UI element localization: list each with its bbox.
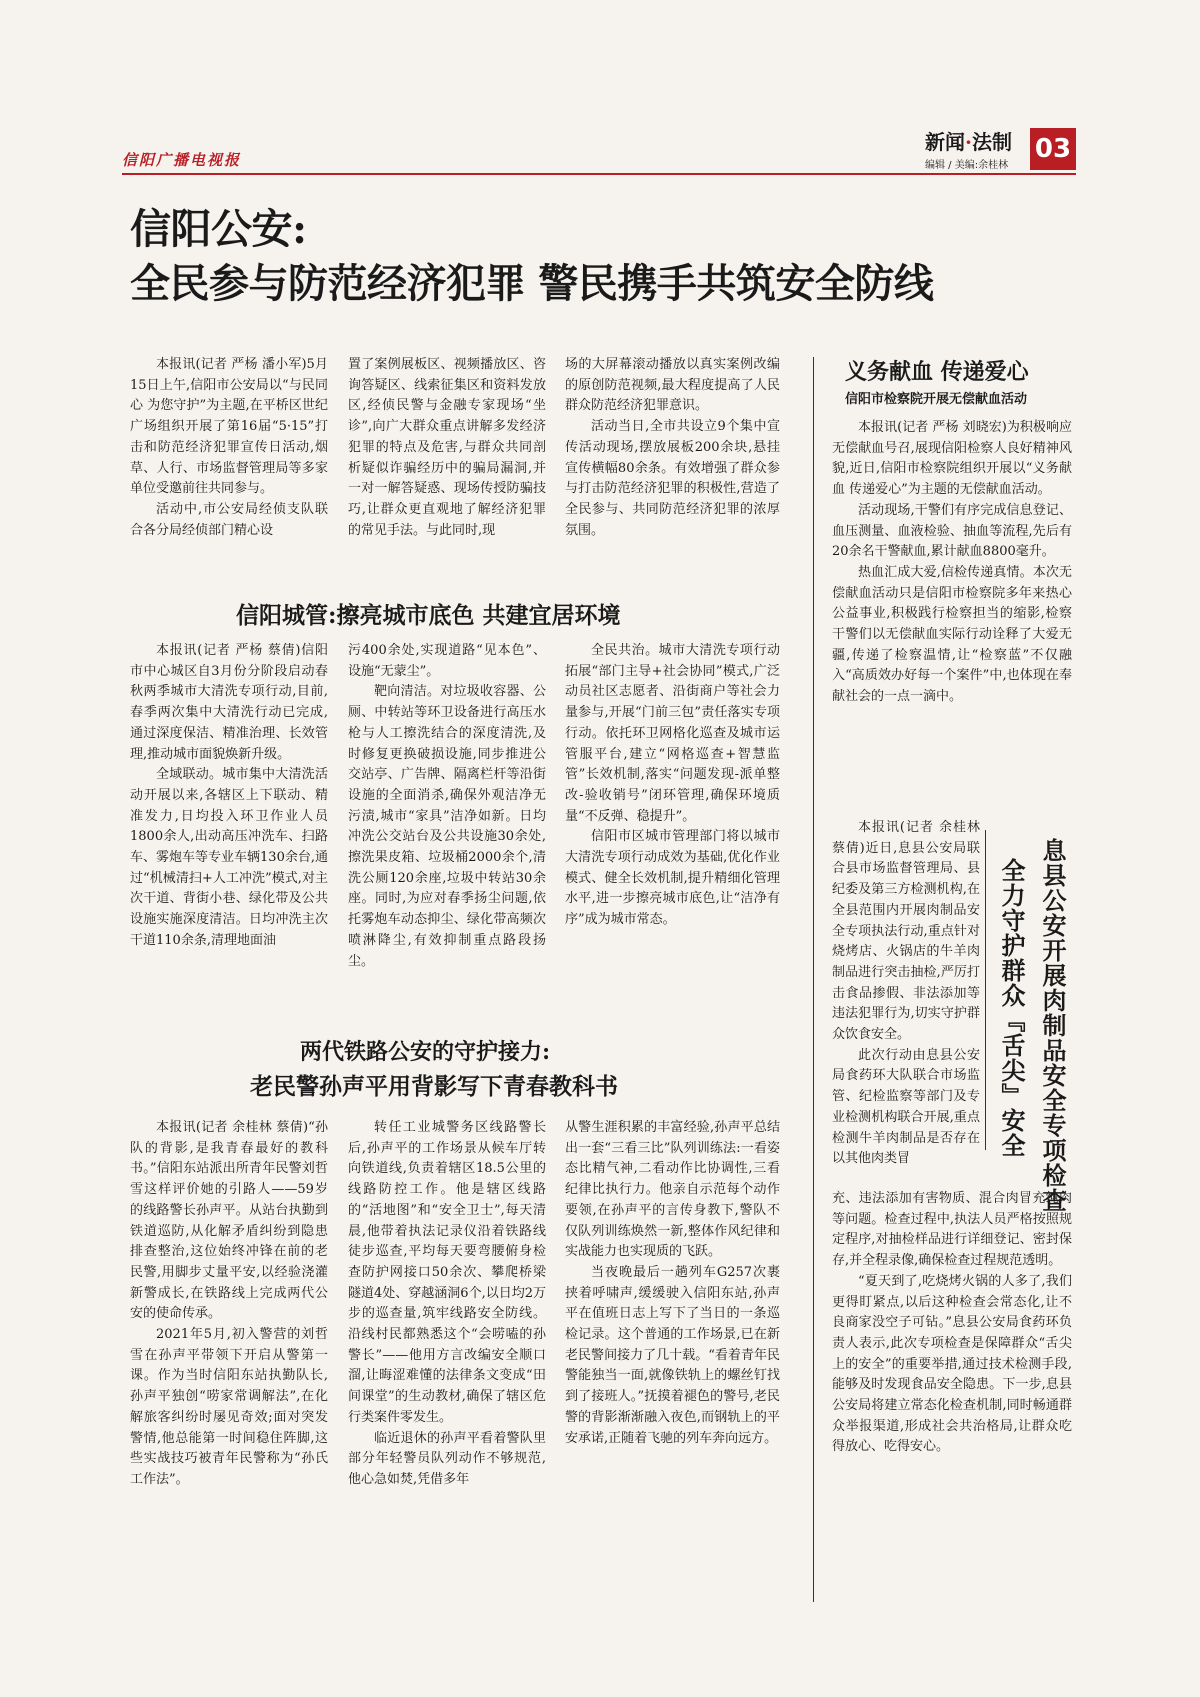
food-story-col-narrow xyxy=(832,818,980,1187)
lead-para: 活动中,市公安局经侦支队联合各分局经侦部门精心设 xyxy=(130,501,328,538)
lead-para: 场的大屏幕滚动播放以真实案例改编的原创防范视频,最大程度提高了人民群众防范经济犯罪意识。 xyxy=(565,357,780,414)
food-headline-vertical: 息县公安开展肉制品安全专项检查 xyxy=(1038,838,1067,1213)
urban-para: 全民共治。城市大清洗专项行动拓展“部门主导+社会协同”模式,广泛动员社区志愿者、沿街商户等社会力量参与,开展“门前三包”责任落实专项行动。依托环卫网格化巡查及城市运管服平台,建立“网格巡查+智慧监管”长效机制,落实“问题发现-派单整改-验收销号”闭环管理,确保环境质量“不反弹、稳提升”。 xyxy=(565,643,780,824)
food-para: 此次行动由息县公安局食药环大队联合市场监管、纪检监察等部门及专业检测机构联合开展,重点检测牛羊肉制品是否存在以其他肉类冒 xyxy=(832,1047,980,1167)
section-sub: 法制 xyxy=(971,130,1012,154)
section-main: 新闻 xyxy=(925,130,965,154)
railway-para: 2021年5月,初入警营的刘哲雪在孙声平带领下开启从警第一课。作为当时信阳东站执勤队长,孙声平独创“唠家常调解法”,在化解旅客纠纷时屡见奇效;面对突发警情,他总能第一时间稳住阵脚,这些实战技巧被青年民警称为“孙氏工作法”。 xyxy=(130,1327,328,1487)
railway-para: 本报讯(记者 余桂林 蔡倩)“孙队的背影,是我青春最好的教科书。”信阳东站派出所青年民警刘哲雪这样评价她的引路人——59岁的线路警长孙声平。从站台执勤到铁道巡防,从化解矛盾纠纷到隐患排查整治,这位始终冲锋在前的老民警,用脚步丈量平安,以经验浇灌新警成长,在铁路线上完成两代公安的使命传承。 xyxy=(130,1120,328,1322)
urban-story-col3 xyxy=(565,641,780,1001)
lead-story-col1 xyxy=(130,355,328,573)
railway-headline-line2: 老民警孙声平用背影写下青春教科书 xyxy=(250,1073,618,1100)
blood-story-body xyxy=(832,418,1072,783)
railway-para: 转任工业城警务区线路警长后,孙声平的工作场景从候车厅转向铁道线,负责着辖区18.5公里的线路防控工作。他是辖区线路的“活地图”和“安全卫士”,每天清晨,他带着执法记录仪沿着铁路线徒步巡查,平均每天要弯腰俯身检查防护网接口50余次、攀爬桥梁隧道4处、穿越涵洞6个,以日均2万步的巡查量,筑牢线路安全防线。沿线村民都熟悉这个“会唠嗑的孙警长”——他用方言改编安全顺口溜,让晦涩难懂的法律条文变成“田间课堂”的生动教材,确保了辖区危行类案件零发生。 xyxy=(348,1120,546,1425)
food-story-col-wide xyxy=(832,1189,1072,1589)
page-number-badge: 03 xyxy=(1030,128,1076,170)
food-para: “夏天到了,吃烧烤火锅的人多了,我们更得盯紧点,以后这种检查会常态化,让不良商家没空子可钻。”息县公安局食药环负责人表示,此次专项检查是保障群众“舌尖上的安全”的重要举措,通过技术检测手段,能够及时发现食品安全隐患。下一步,息县公安局将建立常态化检查机制,同时畅通群众举报渠道,形成社会共治格局,让群众吃得放心、吃得安心。 xyxy=(832,1273,1072,1455)
masthead-rule xyxy=(122,173,1076,175)
lead-story-col3 xyxy=(565,355,780,573)
railway-para: 当夜晚最后一趟列车G257次裹挟着呼啸声,缓缓驶入信阳东站,孙声平在值班日志上写下了当日的一条巡检记录。这个普通的工作场景,已在新老民警间接力了几十载。“看着青年民警能独当一面,就像铁轨上的螺丝钉找到了接班人。”抚摸着褪色的警号,老民警的背影渐渐融入夜色,而钢轨上的平安承诺,正随着飞驰的列车奔向远方。 xyxy=(565,1264,780,1446)
food-subheadline-vertical: 全力守护群众『舌尖』安全 xyxy=(997,858,1026,1158)
food-para: 充、违法添加有害物质、混合肉冒充纯肉等问题。检查过程中,执法人员严格按照规定程序,对抽检样品进行详细登记、密封保存,并全程录像,确保检查过程规范透明。 xyxy=(832,1191,1072,1269)
blood-subtitle: 信阳市检察院开展无偿献血活动 xyxy=(845,392,1028,407)
railway-story-col2 xyxy=(348,1118,546,1588)
lead-para: 活动当日,全市共设立9个集中宣传活动现场,摆放展板200余块,悬挂宣传横幅80余条。有效增强了群众参与打击防范经济犯罪的积极性,营造了全民参与、共同防范经济犯罪的浓厚氛围。 xyxy=(565,419,780,538)
railway-story-col3 xyxy=(565,1118,780,1588)
vertical-title-rule xyxy=(985,830,986,1150)
lead-para: 置了案例展板区、视频播放区、咨询答疑区、线索征集区和资料发放区,经侦民警与金融专家现场“坐诊”,向广大群众重点讲解多发经济犯罪的特点及危害,与群众共同剖析疑似诈骗经历中的骗局漏洞,并一对一解答疑惑、现场传授防骗技巧,让群众更直观地了解经济犯罪的常见手法。与此同时,现 xyxy=(348,357,546,538)
column-divider xyxy=(813,357,814,1602)
food-para: 本报讯(记者 余桂林 蔡倩)近日,息县公安局联合县市场监督管理局、县纪委及第三方检测机构,在全县范围内开展肉制品安全专项执法行动,重点针对烧烤店、火锅店的牛羊肉制品进行突击抽检,严厉打击食品掺假、非法添加等违法犯罪行为,切实守护群众饮食安全。 xyxy=(832,820,980,1043)
blood-headline: 义务献血 传递爱心 xyxy=(845,359,1029,385)
railway-para: 从警生涯积累的丰富经验,孙声平总结出一套“三看三比”队列训练法:一看姿态比精气神,二看动作比协调性,三看纪律比执行力。他亲自示范每个动作要领,在孙声平的言传身教下,警队不仅队列训练焕然一新,整体作风纪律和实战能力也实现质的飞跃。 xyxy=(565,1120,780,1260)
section-name xyxy=(925,126,1012,155)
lead-story-col2 xyxy=(348,355,546,573)
railway-story-col1 xyxy=(130,1118,328,1588)
blood-para: 活动现场,干警们有序完成信息登记、血压测量、血液检验、抽血等流程,先后有20余名干警献血,累计献血8800毫升。 xyxy=(832,502,1072,560)
urban-para: 本报讯(记者 严杨 蔡倩)信阳市中心城区自3月份分阶段启动春秋两季城市大清洗专项行动,目前,春季两次集中大清洗行动已完成,通过深度保洁、精准治理、长效管理,推动城市面貌焕新升级。 xyxy=(130,643,328,762)
lead-headline-line2: 全民参与防范经济犯罪 警民携手共筑安全防线 xyxy=(130,260,934,307)
urban-para: 全域联动。城市集中大清洗活动开展以来,各辖区上下联动、精准发力,日均投入环卫作业人员1800余人,出动高压冲洗车、扫路车、雾炮车等专业车辆130余台,通过“机械清扫+人工冲洗”模式,对主次干道、背街小巷、绿化带及公共设施实施深度清洁。日均冲洗主次干道110余条,清理地面油 xyxy=(130,767,328,948)
lead-headline-line1: 信阳公安: xyxy=(130,205,307,253)
railway-headline-line1: 两代铁路公安的守护接力: xyxy=(300,1039,551,1065)
newspaper-brand: 信阳广播电视报 xyxy=(122,151,242,169)
urban-story-col2 xyxy=(348,641,546,1001)
urban-para: 靶向清洁。对垃圾收容器、公厕、中转站等环卫设备进行高压水枪与人工擦洗结合的深度清洗,及时修复更换破损设施,同步推进公交站亭、广告牌、隔离栏杆等沿街设施的全面消杀,确保外观洁净无污渍,城市“家具”洁净如新。日均冲洗公交站台及公共设施30余处,擦洗果皮箱、垃圾桶2000余个,清洗公厕120余座,垃圾中转站30余座。同时,为应对春季扬尘问题,依托雾炮车动态抑尘、绿化带高频次喷淋降尘,有效抑制重点路段扬尘。 xyxy=(348,684,546,969)
section-dot: · xyxy=(965,130,972,154)
urban-story-col1 xyxy=(130,641,328,1001)
blood-para: 热血汇成大爱,信检传递真情。本次无偿献血活动只是信阳市检察院多年来热心公益事业,积极践行检察担当的缩影,检察干警们以无偿献血实际行动诠释了大爱无疆,传递了检察温情,让“检察蓝”不仅融入“高质效办好每一个案件”中,也体现在奉献社会的一点一滴中。 xyxy=(832,564,1072,705)
editor-credit: 编辑 / 美编:余桂林 xyxy=(925,160,1009,171)
urban-para: 信阳市区城市管理部门将以城市大清洗专项行动成效为基础,优化作业模式、健全长效机制,提升精细化管理水平,进一步擦亮城市底色,让“洁净有序”成为城市常态。 xyxy=(565,829,780,928)
blood-para: 本报讯(记者 严杨 刘晓宏)为积极响应无偿献血号召,展现信阳检察人良好精神风貌,近日,信阳市检察院组织开展以“义务献血 传递爱心”为主题的无偿献血活动。 xyxy=(832,420,1072,498)
lead-para: 本报讯(记者 严杨 潘小军)5月15日上午,信阳市公安局以“与民同心 为您守护”为主题,在平桥区世纪广场组织开展了第16届“5·15”打击和防范经济犯罪宣传日活动,烟草、人行、市场监督管理局等多家单位受邀前往共同参与。 xyxy=(130,357,328,497)
urban-headline: 信阳城管:擦亮城市底色 共建宜居环境 xyxy=(236,602,621,629)
urban-para: 污400余处,实现道路“见本色”、设施“无蒙尘”。 xyxy=(348,643,546,679)
railway-para: 临近退休的孙声平看着警队里部分年轻警员队列动作不够规范,他心急如焚,凭借多年 xyxy=(348,1430,546,1487)
